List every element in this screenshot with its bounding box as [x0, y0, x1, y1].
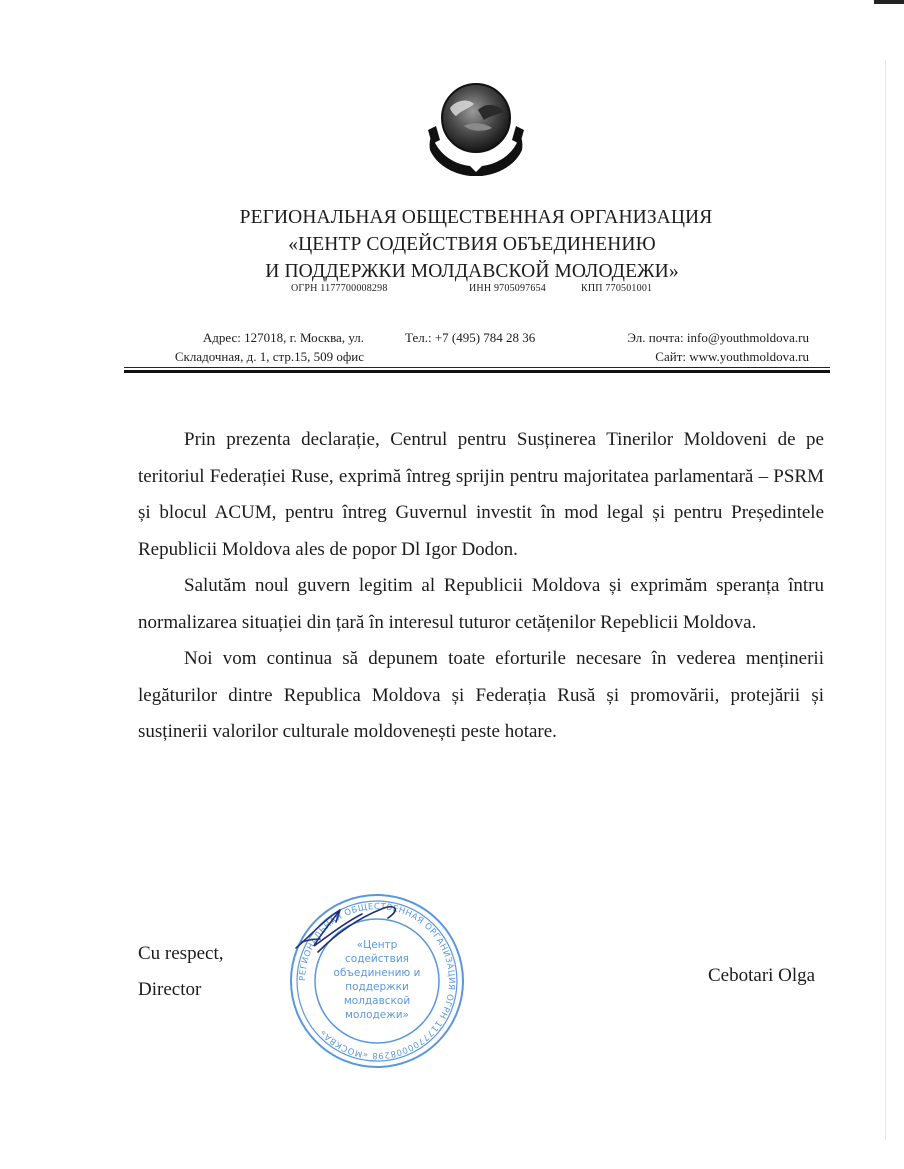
stamp-ring-text: РЕГИОНАЛЬНАЯ ОБЩЕСТВЕННАЯ ОРГАНИЗАЦИЯ ОГРН 1177700008298 «МОСКВА» [297, 901, 457, 1061]
body-paragraph: Noi vom continua să depunem toate eforturile necesare în vederea menținerii legăturilor dintre Republica Moldova și Federația Rusă și promovării, protejării și susținerii valorilor culturale moldovenești peste hotare. [138, 648, 824, 742]
organization-name [0, 204, 904, 285]
closing-regards: Cu respect, [138, 943, 224, 964]
ogrn-number: ОГРН 1177700008298 [291, 283, 388, 294]
website-address: Сайт: www.youthmoldova.ru [655, 349, 809, 364]
letter-body [138, 422, 824, 751]
org-name-line-1: РЕГИОНАЛЬНАЯ ОБЩЕСТВЕННАЯ ОРГАНИЗАЦИЯ [239, 207, 713, 228]
phone-number: Тел.: +7 (495) 784 28 36 [405, 330, 536, 345]
body-paragraph: Salutăm noul guvern legitim al Republicii Moldova și exprimăm speranța întru normalizarea situației din țară în interesul tuturor cetățenilor Repeblicii Moldova. [138, 575, 824, 633]
stamp-center-line: объединению и [333, 967, 421, 979]
kpp-number: КПП 770501001 [581, 283, 653, 294]
stamp-center-line: «Центр [356, 939, 398, 951]
signer-name: Cebotari Olga [708, 965, 816, 986]
email-address: Эл. почта: info@youthmoldova.ru [627, 330, 809, 345]
stamp-center-line: молдавской [343, 995, 411, 1007]
closing-block [138, 936, 223, 1008]
address-line-1: Адрес: 127018, г. Москва, ул. [202, 330, 364, 345]
address-line-2: Складочная, д. 1, стр.15, 509 офис [174, 349, 364, 364]
org-name-line-2: «ЦЕНТР СОДЕЙСТВИЯ ОБЪЕДИНЕНИЮ [288, 234, 656, 255]
address-block [146, 328, 364, 366]
contact-block [594, 328, 809, 366]
header-divider-thin [124, 367, 830, 368]
stamp-center-line: молодежи» [345, 1009, 409, 1021]
body-paragraph: Prin prezenta declarație, Centrul pentru Susținerea Tinerilor Moldoveni de pe teritoriul Federației Ruse, exprimă întreg sprijin pentru majoritatea parlamentară – PSRM și blocul ACUM, pentru întreg Guvernul investit în mod legal și pentru Președintele Republicii Moldova ales de popor Dl Igor Dodon. [138, 429, 824, 560]
organization-logo [426, 80, 526, 190]
scan-corner-mark [874, 0, 904, 4]
header-divider-thick [124, 370, 830, 373]
stamp-center-line: содействия [345, 953, 409, 965]
stamp-center-line: поддержки [345, 981, 409, 993]
org-name-line-3: И ПОДДЕРЖКИ МОЛДАВСКОЙ МОЛОДЕЖИ» [265, 261, 679, 282]
inn-number: ИНН 9705097654 [469, 283, 546, 294]
official-stamp [288, 892, 466, 1070]
signer-title: Director [138, 979, 202, 1000]
